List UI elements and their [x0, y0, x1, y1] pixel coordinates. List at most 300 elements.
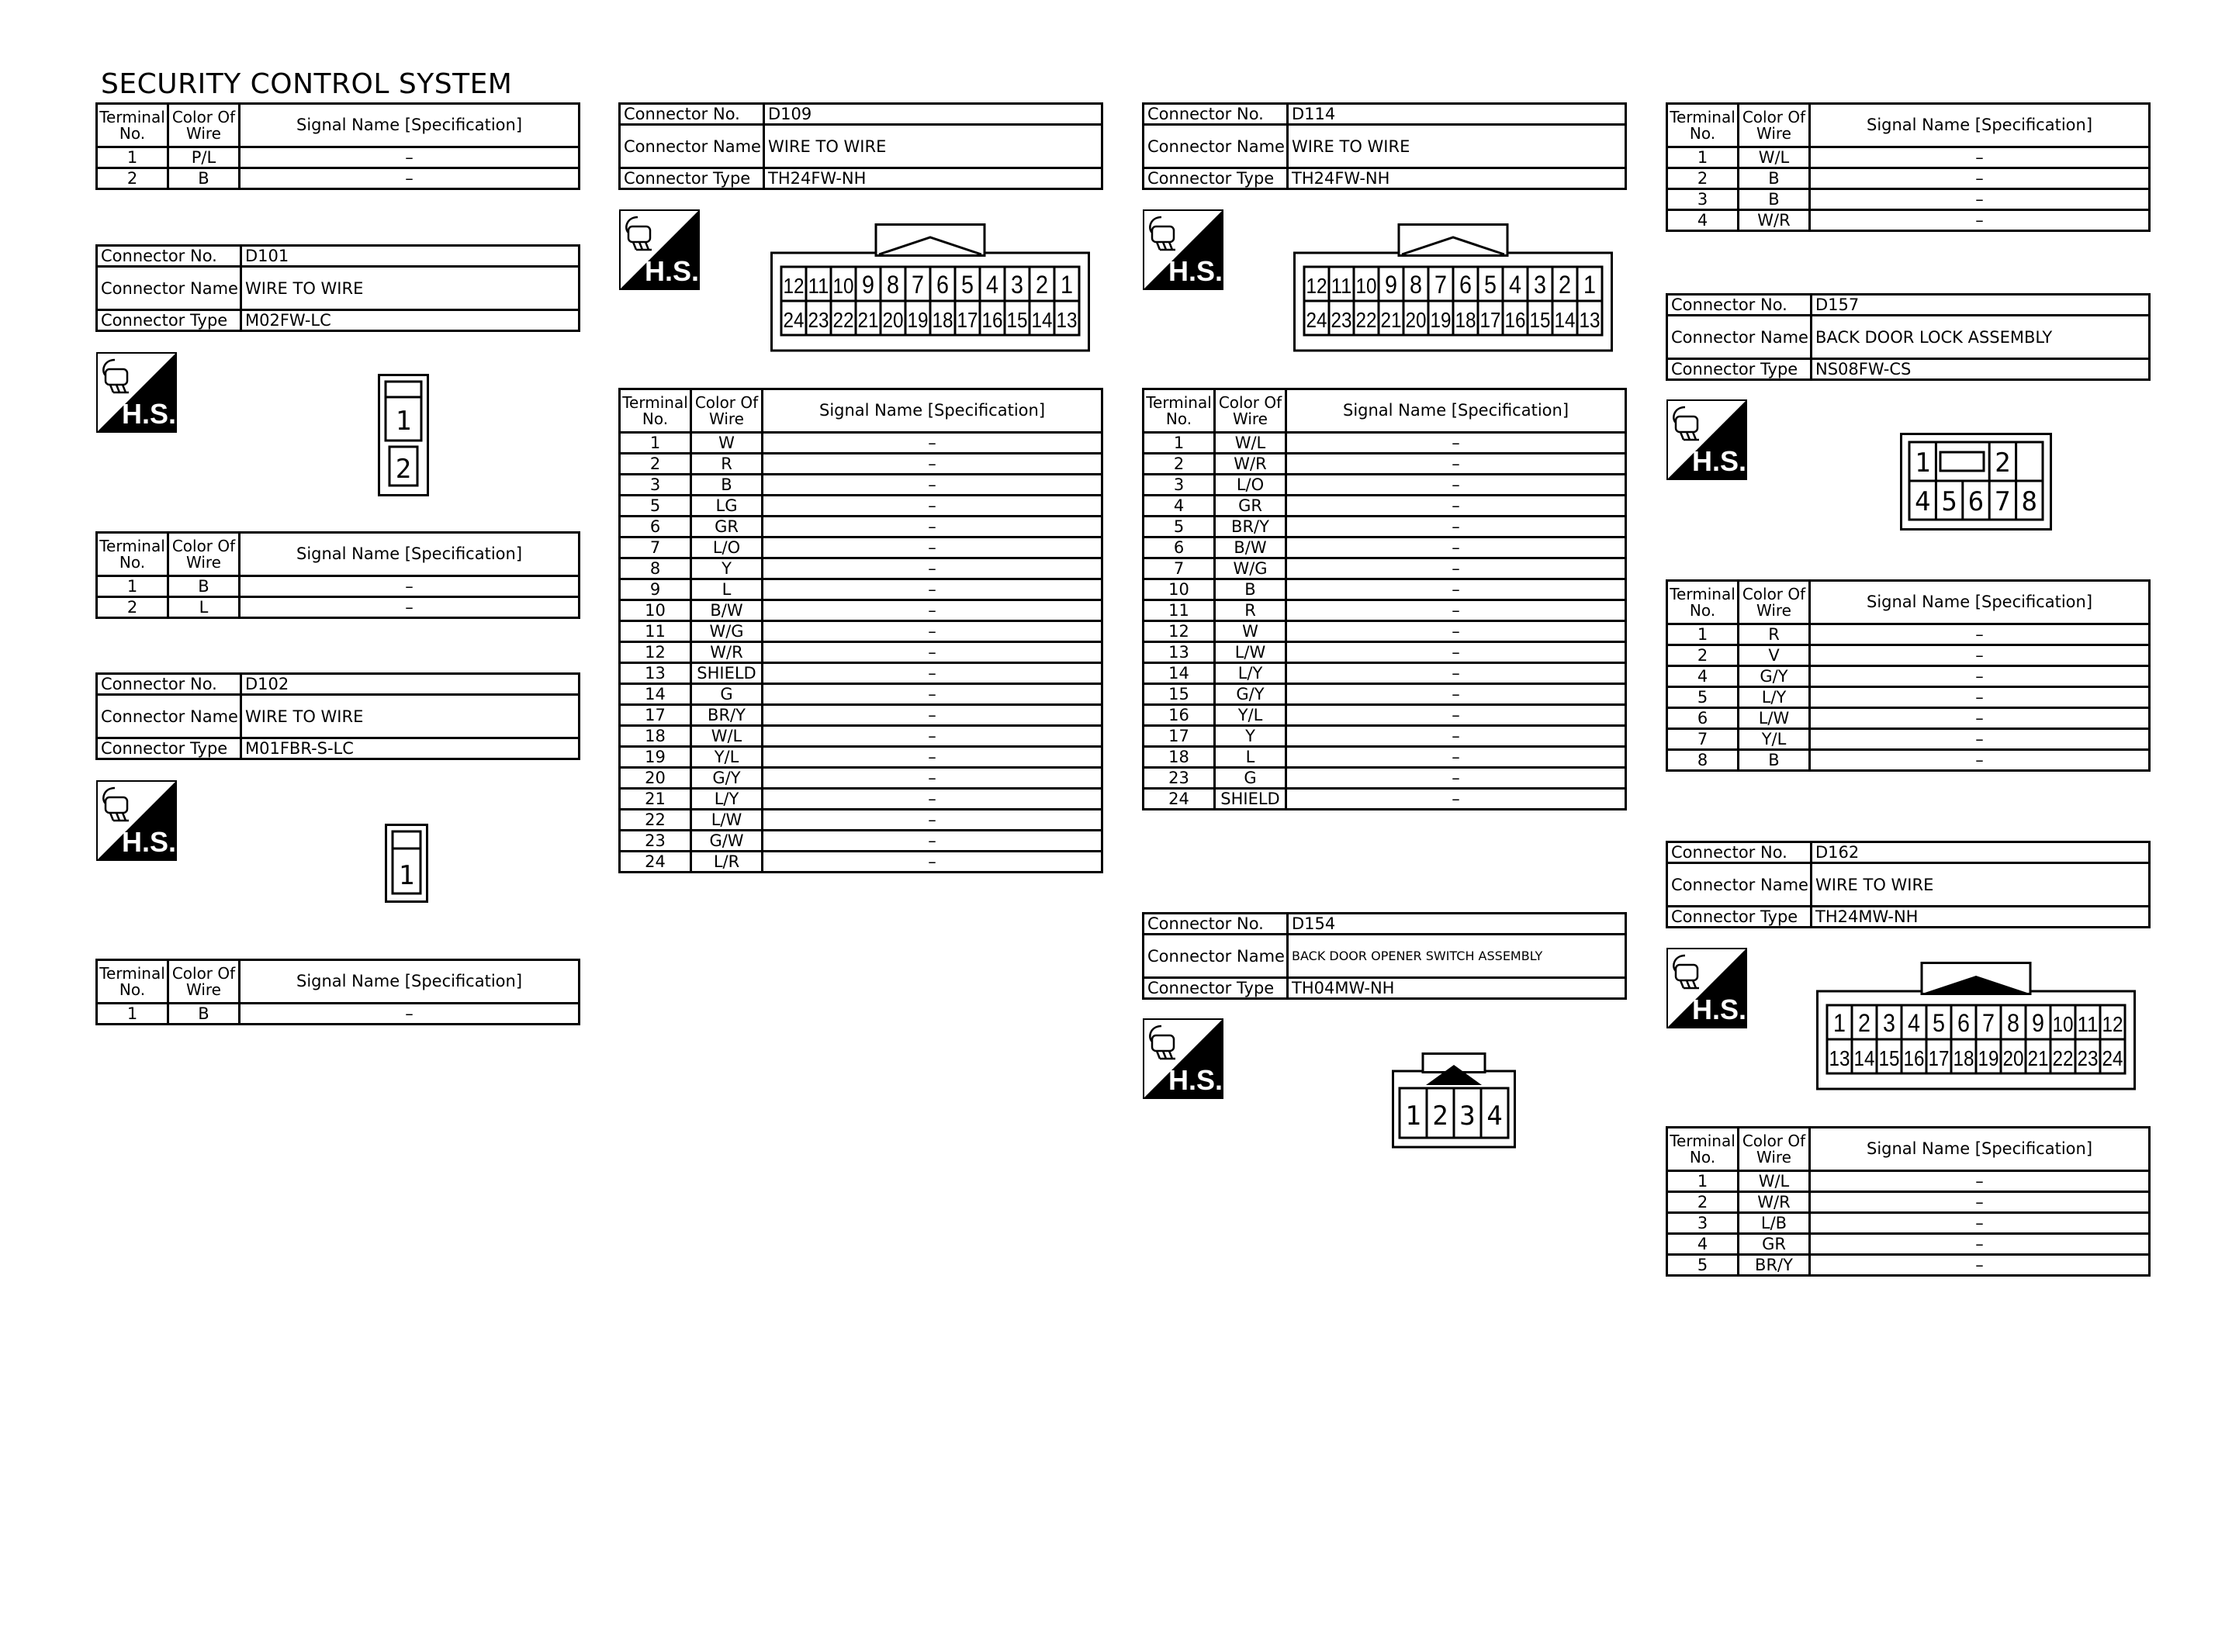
signal-name-cell: –	[1810, 1234, 2150, 1255]
signal-name-header: Signal Name [Specification]	[1810, 581, 2150, 624]
terminal-no-header	[97, 533, 168, 576]
header-line: Wire	[1756, 123, 1791, 143]
signal-name-cell: –	[763, 768, 1102, 789]
pin-label: 5	[1933, 1009, 1945, 1037]
color-of-wire-header	[1739, 104, 1810, 147]
terminal-no-header	[97, 960, 168, 1004]
pin-label: 8	[1410, 271, 1422, 299]
hs-mark-text: H.S.	[1691, 445, 1747, 477]
header-line: Color Of	[171, 536, 236, 555]
terminal-no-cell: 2	[1667, 1192, 1739, 1213]
pin-label: 4	[1914, 486, 1931, 517]
wire-color-cell: L/W	[1739, 708, 1810, 729]
signal-name-cell: –	[1286, 600, 1626, 621]
terminal-table-d109	[618, 388, 1103, 873]
signal-name-cell: –	[1810, 687, 2150, 708]
pin-label: 14	[1031, 308, 1053, 332]
connector-type-value: TH04MW-NH	[1288, 978, 1626, 999]
terminal-no-cell: 1	[97, 1004, 168, 1025]
wire-color-cell: W/R	[1739, 210, 1810, 231]
table-row	[620, 810, 1102, 831]
pin-label: 22	[1355, 308, 1377, 332]
terminal-no-cell: 11	[1144, 600, 1215, 621]
wire-color-cell: Y	[691, 558, 763, 579]
connector-no-label: Connector No.	[97, 674, 241, 695]
wire-color-cell: GR	[1739, 1234, 1810, 1255]
pin-label: 20	[2002, 1046, 2024, 1070]
signal-name-cell: –	[1810, 729, 2150, 750]
terminal-no-cell: 3	[620, 475, 691, 496]
pin-label: 3	[1459, 1101, 1476, 1132]
signal-name-cell: –	[1810, 147, 2150, 168]
terminal-no-cell: 7	[1144, 558, 1215, 579]
wire-color-cell: B	[1739, 189, 1810, 210]
terminal-no-cell: 12	[620, 642, 691, 663]
terminal-no-cell: 4	[1667, 1234, 1739, 1255]
connector-no-label: Connector No.	[1144, 914, 1288, 935]
connector-no-value: D114	[1288, 104, 1626, 125]
wire-color-cell: GR	[1215, 496, 1286, 517]
connector-no-value: D102	[241, 674, 580, 695]
color-of-wire-header	[1739, 1128, 1810, 1171]
wire-color-cell: L	[691, 579, 763, 600]
wire-color-cell: LG	[691, 496, 763, 517]
terminal-no-cell: 6	[620, 517, 691, 537]
table-row	[1667, 624, 2150, 645]
table-row	[620, 600, 1102, 621]
terminal-no-cell: 2	[1144, 454, 1215, 475]
table-row	[1144, 747, 1626, 768]
pin-label: 9	[1385, 271, 1397, 299]
pin-label: 2	[1995, 448, 2011, 479]
terminal-no-cell: 12	[1144, 621, 1215, 642]
pin-label: 22	[2052, 1046, 2074, 1070]
pin-label: 12	[2102, 1012, 2123, 1036]
hs-mark-icon	[1143, 1018, 1223, 1099]
table-row	[620, 831, 1102, 852]
signal-name-cell: –	[1810, 666, 2150, 687]
connector-name-value: WIRE TO WIRE	[241, 695, 580, 738]
signal-name-cell: –	[763, 600, 1102, 621]
signal-name-cell: –	[763, 454, 1102, 475]
hs-mark-text: H.S.	[121, 398, 177, 430]
terminal-no-cell: 16	[1144, 705, 1215, 726]
wire-color-cell: BR/Y	[1739, 1255, 1810, 1276]
wire-color-cell: W/R	[691, 642, 763, 663]
connector-name-value: BACK DOOR LOCK ASSEMBLY	[1812, 316, 2150, 359]
terminal-table-d114	[1142, 388, 1627, 810]
table-row	[1144, 768, 1626, 789]
pin-label: 1	[1061, 271, 1073, 299]
table-row	[1667, 1192, 2150, 1213]
terminal-no-cell: 24	[620, 852, 691, 873]
header-line: Terminal	[1670, 107, 1735, 126]
terminal-no-cell: 2	[1667, 168, 1739, 189]
header-line: Color Of	[171, 963, 236, 983]
connector-name-label: Connector Name	[97, 695, 241, 738]
table-row	[1144, 642, 1626, 663]
table-row	[1667, 729, 2150, 750]
wire-color-cell: Y/L	[691, 747, 763, 768]
terminal-no-cell: 4	[1667, 210, 1739, 231]
terminal-no-cell: 20	[620, 768, 691, 789]
table-row	[1144, 517, 1626, 537]
header-line: Color Of	[694, 392, 759, 412]
signal-name-cell: –	[1286, 454, 1626, 475]
terminal-no-cell: 15	[1144, 684, 1215, 705]
terminal-table-a	[95, 102, 580, 190]
table-row	[1667, 1234, 2150, 1255]
signal-name-cell: –	[1286, 789, 1626, 810]
wire-color-cell: V	[1739, 645, 1810, 666]
table-row	[1667, 1171, 2150, 1192]
signal-name-cell: –	[1286, 433, 1626, 454]
terminal-no-cell: 8	[620, 558, 691, 579]
hs-mark-text: H.S.	[1168, 1064, 1223, 1096]
table-row	[1667, 168, 2150, 189]
terminal-no-cell: 23	[620, 831, 691, 852]
signal-name-cell: –	[1286, 726, 1626, 747]
wire-color-cell: BR/Y	[1215, 517, 1286, 537]
connector-type-value: TH24MW-NH	[1812, 907, 2150, 928]
pin-label: 9	[2032, 1009, 2044, 1037]
terminal-no-cell: 1	[1667, 624, 1739, 645]
table-row	[1144, 684, 1626, 705]
terminal-no-header	[1667, 581, 1739, 624]
terminal-no-cell: 11	[620, 621, 691, 642]
pin-label: 23	[808, 308, 829, 332]
signal-name-cell: –	[1286, 475, 1626, 496]
wire-color-cell: L/Y	[1215, 663, 1286, 684]
signal-name-cell: –	[763, 789, 1102, 810]
signal-name-cell: –	[763, 663, 1102, 684]
signal-name-cell: –	[1810, 708, 2150, 729]
header-line: No.	[119, 552, 146, 572]
signal-name-cell: –	[1286, 621, 1626, 642]
table-row	[620, 537, 1102, 558]
signal-name-cell: –	[763, 517, 1102, 537]
header-line: Wire	[1756, 600, 1791, 620]
terminal-no-cell: 10	[620, 600, 691, 621]
pin-label: 21	[857, 308, 879, 332]
terminal-no-cell: 23	[1144, 768, 1215, 789]
header-line: Terminal	[99, 963, 165, 983]
connector-face-d162	[1816, 962, 2136, 1090]
wire-color-cell: W/G	[1215, 558, 1286, 579]
table-row	[620, 475, 1102, 496]
header-line: Wire	[709, 409, 744, 428]
signal-name-header: Signal Name [Specification]	[240, 104, 580, 147]
terminal-table-b	[1666, 102, 2151, 232]
connector-name-label: Connector Name	[97, 267, 241, 310]
terminal-no-header	[1144, 389, 1215, 433]
signal-name-cell: –	[1810, 645, 2150, 666]
signal-name-cell: –	[1810, 210, 2150, 231]
pin-label: 7	[1434, 271, 1447, 299]
wire-color-cell: G	[1215, 768, 1286, 789]
connector-face-d154	[1392, 1052, 1516, 1149]
pin-label: 11	[808, 274, 829, 298]
header-line: Terminal	[1146, 392, 1212, 412]
signal-name-cell: –	[240, 597, 580, 618]
signal-name-cell: –	[763, 684, 1102, 705]
signal-name-cell: –	[1286, 579, 1626, 600]
pin-label: 13	[1056, 308, 1078, 332]
signal-name-cell: –	[763, 642, 1102, 663]
header-line: No.	[1689, 600, 1716, 620]
table-row	[1144, 433, 1626, 454]
connector-no-label: Connector No.	[1144, 104, 1288, 125]
table-row	[1144, 663, 1626, 684]
terminal-no-cell: 2	[97, 168, 168, 189]
terminal-no-cell: 13	[1144, 642, 1215, 663]
wire-color-cell: L/O	[1215, 475, 1286, 496]
table-row	[620, 621, 1102, 642]
connector-type-label: Connector Type	[97, 310, 241, 331]
pin-label: 18	[1455, 308, 1476, 332]
connector-type-value: M01FBR-S-LC	[241, 738, 580, 759]
signal-name-cell: –	[763, 621, 1102, 642]
table-row	[1144, 496, 1626, 517]
pin-label: 12	[1306, 274, 1327, 298]
pin-label: 15	[1529, 308, 1551, 332]
pin-label: 16	[1504, 308, 1526, 332]
terminal-no-cell: 1	[97, 576, 168, 597]
pin-label: 4	[1509, 271, 1521, 299]
signal-name-cell: –	[1810, 168, 2150, 189]
table-row	[1144, 621, 1626, 642]
table-row	[1144, 558, 1626, 579]
table-row	[620, 768, 1102, 789]
signal-name-cell: –	[763, 558, 1102, 579]
terminal-table-d102	[95, 959, 580, 1025]
table-row	[620, 558, 1102, 579]
table-row	[620, 579, 1102, 600]
wire-color-cell: L/R	[691, 852, 763, 873]
terminal-no-cell: 8	[1667, 750, 1739, 771]
wire-color-cell: L/Y	[691, 789, 763, 810]
pin-label: 1	[395, 406, 412, 437]
terminal-no-cell: 1	[1667, 147, 1739, 168]
table-row	[620, 433, 1102, 454]
connector-name-value: WIRE TO WIRE	[1288, 125, 1626, 168]
pin-label: 6	[1459, 271, 1472, 299]
terminal-no-cell: 7	[1667, 729, 1739, 750]
terminal-no-header	[1667, 104, 1739, 147]
table-row	[620, 517, 1102, 537]
terminal-no-cell: 22	[620, 810, 691, 831]
wire-color-cell: B	[168, 168, 240, 189]
signal-name-cell: –	[763, 810, 1102, 831]
pin-label: 8	[887, 271, 899, 299]
color-of-wire-header	[1739, 581, 1810, 624]
signal-name-cell: –	[240, 147, 580, 168]
terminal-no-cell: 5	[1667, 1255, 1739, 1276]
pin-label: 1	[1914, 448, 1931, 479]
wire-color-cell: W/G	[691, 621, 763, 642]
header-line: Terminal	[1670, 1131, 1735, 1150]
pin-label: 19	[1430, 308, 1452, 332]
hs-mark-text: H.S.	[121, 826, 177, 858]
hs-mark-text: H.S.	[1691, 994, 1747, 1025]
terminal-no-cell: 1	[620, 433, 691, 454]
pin-label: 18	[1953, 1046, 1974, 1070]
wire-color-cell: BR/Y	[691, 705, 763, 726]
pin-label: 24	[1306, 308, 1327, 332]
terminal-table-d157	[1666, 579, 2151, 772]
terminal-no-cell: 6	[1144, 537, 1215, 558]
table-row	[97, 168, 580, 189]
terminal-no-cell: 2	[97, 597, 168, 618]
signal-name-cell: –	[763, 579, 1102, 600]
wire-color-cell: G	[691, 684, 763, 705]
terminal-no-cell: 3	[1667, 1213, 1739, 1234]
signal-name-cell: –	[1810, 189, 2150, 210]
table-row	[620, 747, 1102, 768]
terminal-no-cell: 3	[1667, 189, 1739, 210]
table-row	[1144, 705, 1626, 726]
connector-name-value: BACK DOOR OPENER SWITCH ASSEMBLY	[1288, 935, 1626, 978]
connector-face-d157	[1900, 433, 2052, 531]
terminal-no-cell: 14	[1144, 663, 1215, 684]
wire-color-cell: L	[168, 597, 240, 618]
pin-label: 8	[2007, 1009, 2019, 1037]
pin-label: 7	[1995, 486, 2011, 517]
table-row	[1667, 750, 2150, 771]
pin-label: 6	[936, 271, 949, 299]
table-row	[1667, 1213, 2150, 1234]
connector-face-d109	[770, 223, 1090, 352]
header-line: Wire	[1233, 409, 1268, 428]
terminal-no-cell: 17	[1144, 726, 1215, 747]
signal-name-cell: –	[240, 168, 580, 189]
terminal-no-cell: 2	[620, 454, 691, 475]
wire-color-cell: R	[1739, 624, 1810, 645]
pin-label: 10	[1355, 274, 1377, 298]
terminal-no-cell: 10	[1144, 579, 1215, 600]
terminal-no-cell: 18	[1144, 747, 1215, 768]
pin-label: 4	[1486, 1101, 1503, 1132]
table-row	[97, 576, 580, 597]
wire-color-cell: SHIELD	[1215, 789, 1286, 810]
table-row	[1667, 645, 2150, 666]
terminal-no-cell: 3	[1144, 475, 1215, 496]
color-of-wire-header	[168, 960, 240, 1004]
pin-label: 23	[2077, 1046, 2099, 1070]
wire-color-cell: R	[691, 454, 763, 475]
table-row	[1144, 537, 1626, 558]
pin-label: 2	[1559, 271, 1571, 299]
header-line: No.	[119, 123, 146, 143]
table-row	[620, 726, 1102, 747]
wire-color-cell: W	[691, 433, 763, 454]
signal-name-cell: –	[240, 1004, 580, 1025]
pin-label: 2	[1036, 271, 1048, 299]
connector-face-d102	[385, 824, 428, 903]
connector-info-d162	[1666, 841, 2151, 928]
signal-name-header: Signal Name [Specification]	[1286, 389, 1626, 433]
table-row	[620, 663, 1102, 684]
connector-no-value: D109	[764, 104, 1102, 125]
connector-type-label: Connector Type	[1144, 168, 1288, 189]
connector-type-value: TH24FW-NH	[764, 168, 1102, 189]
pin-label: 3	[1011, 271, 1023, 299]
header-line: Wire	[186, 552, 221, 572]
wire-color-cell: Y	[1215, 726, 1286, 747]
wire-color-cell: Y/L	[1215, 705, 1286, 726]
pin-label: 13	[1829, 1046, 1850, 1070]
wire-color-cell: G/Y	[1215, 684, 1286, 705]
terminal-no-cell: 4	[1667, 666, 1739, 687]
header-line: Terminal	[1670, 584, 1735, 603]
pin-label: 10	[832, 274, 854, 298]
pin-label: 21	[1380, 308, 1402, 332]
table-row	[1144, 579, 1626, 600]
signal-name-cell: –	[1286, 684, 1626, 705]
signal-name-cell: –	[1286, 537, 1626, 558]
terminal-no-cell: 6	[1667, 708, 1739, 729]
signal-name-cell: –	[1286, 768, 1626, 789]
signal-name-cell: –	[1810, 1255, 2150, 1276]
pin-label: 11	[1331, 274, 1352, 298]
connector-info-d154	[1142, 912, 1627, 1000]
table-row	[1144, 475, 1626, 496]
table-row	[1667, 708, 2150, 729]
signal-name-cell: –	[763, 852, 1102, 873]
header-line: Wire	[186, 123, 221, 143]
pin-label: 2	[395, 454, 412, 485]
pin-label: 24	[783, 308, 805, 332]
connector-type-label: Connector Type	[97, 738, 241, 759]
hs-mark-icon	[96, 780, 177, 861]
wire-color-cell: L/O	[691, 537, 763, 558]
connector-name-label: Connector Name	[620, 125, 764, 168]
color-of-wire-header	[1215, 389, 1286, 433]
table-row	[1667, 687, 2150, 708]
signal-name-cell: –	[240, 576, 580, 597]
connector-info-d102	[95, 672, 580, 760]
wire-color-cell: B	[1739, 168, 1810, 189]
connector-type-label: Connector Type	[620, 168, 764, 189]
signal-name-cell: –	[763, 496, 1102, 517]
terminal-no-cell: 2	[1667, 645, 1739, 666]
header-line: No.	[1689, 123, 1716, 143]
pin-label: 14	[1853, 1046, 1875, 1070]
wire-color-cell: W/L	[1739, 147, 1810, 168]
connector-info-d109	[618, 102, 1103, 190]
table-row	[1667, 666, 2150, 687]
pin-label: 7	[1982, 1009, 1995, 1037]
wire-color-cell: G/W	[691, 831, 763, 852]
hs-mark-icon	[96, 352, 177, 433]
color-of-wire-header	[168, 104, 240, 147]
table-row	[1667, 1255, 2150, 1276]
signal-name-cell: –	[763, 537, 1102, 558]
pin-label: 24	[2102, 1046, 2123, 1070]
wire-color-cell: B/W	[1215, 537, 1286, 558]
signal-name-cell: –	[1810, 1171, 2150, 1192]
signal-name-cell: –	[1286, 747, 1626, 768]
table-row	[1144, 454, 1626, 475]
wire-color-cell: W/R	[1215, 454, 1286, 475]
signal-name-cell: –	[1286, 517, 1626, 537]
connector-type-value: NS08FW-CS	[1812, 359, 2150, 380]
terminal-no-cell: 9	[620, 579, 691, 600]
wire-color-cell: G/Y	[1739, 666, 1810, 687]
pin-label: 2	[1432, 1101, 1448, 1132]
connector-type-value: TH24FW-NH	[1288, 168, 1626, 189]
pin-label: 9	[862, 271, 874, 299]
